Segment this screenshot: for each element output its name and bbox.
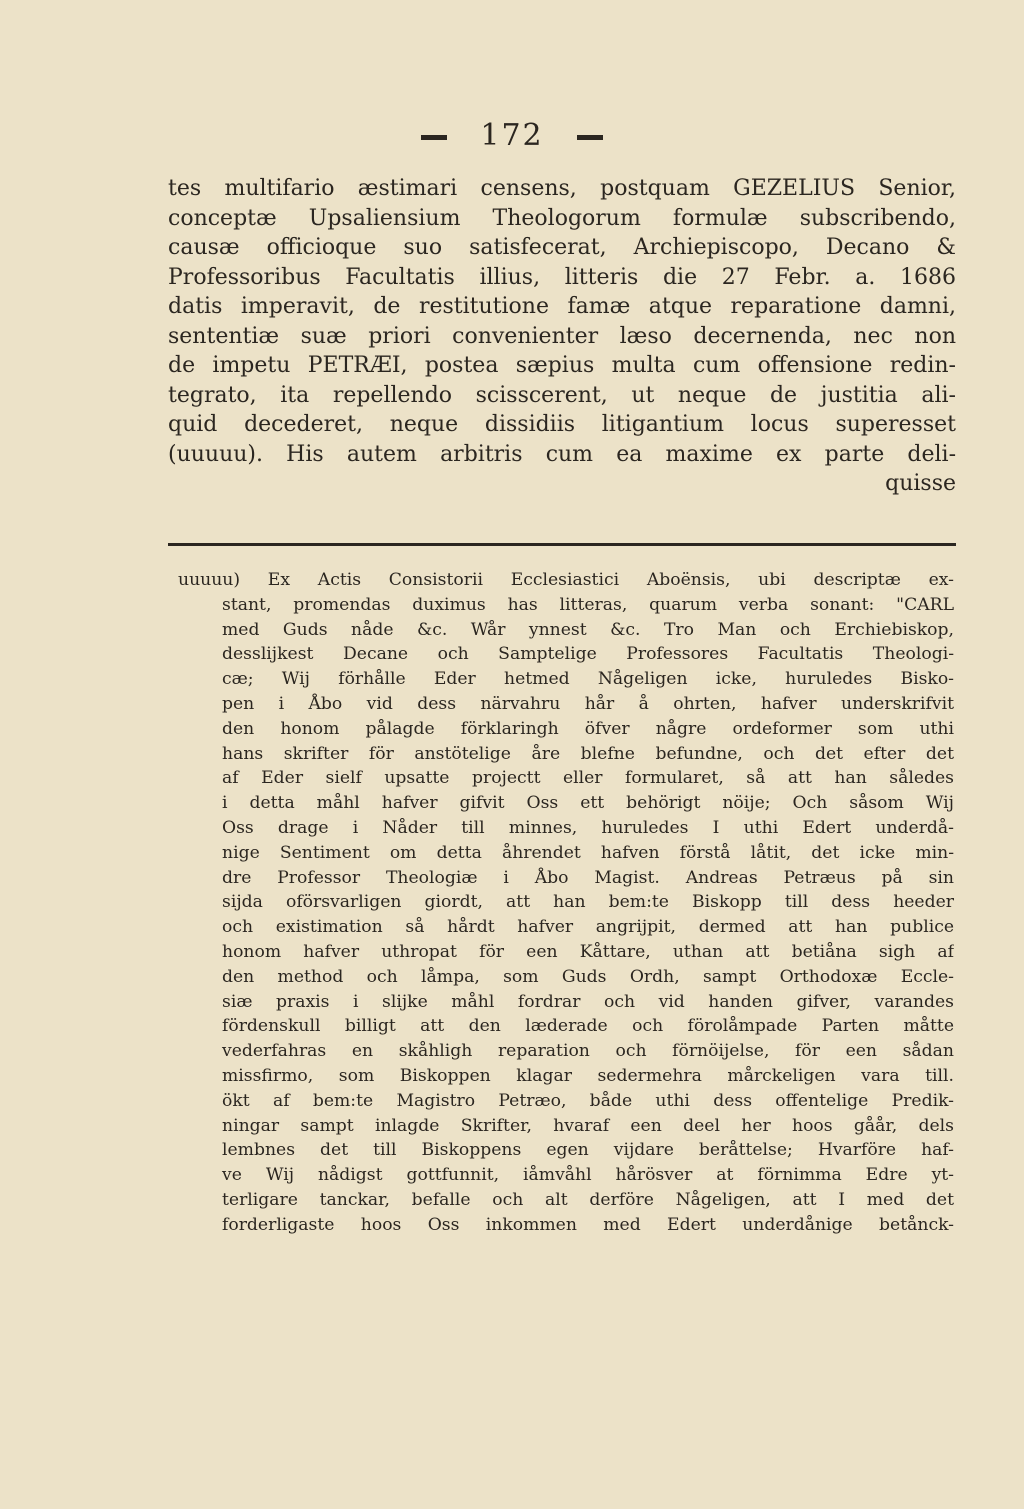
text-line: de impetu PETRÆI, postea sæpius multa cum offensione redin- — [168, 353, 956, 378]
text-line: tes multifario æstimari censens, postquam GEZELIUS Senior, — [168, 176, 956, 201]
text-line: (uuuuu). His autem arbitris cum ea maxime ex parte deli- — [168, 441, 956, 467]
text-line: quid decederet, neque dissidiis litigantium locus superesset — [168, 412, 956, 437]
text-line: datis imperavit, de restitutione famæ atque reparatione damni, — [168, 294, 956, 319]
footnote-line: Oss drage i Nåder till minnes, huruledes I uthi Edert underdå- — [222, 817, 954, 838]
footnote-line: missfirmo, som Biskoppen klagar sedermehra mårckeligen vara till. — [222, 1065, 954, 1086]
footnote-line: ve Wij nådigst gottfunnit, iåmvåhl hårösver at förnimma Edre yt- — [222, 1165, 954, 1186]
footnote-line: stant, promendas duximus has litteras, quarum verba sonant: "CARL — [222, 594, 954, 615]
footnote-line: uuuuu) Ex Actis Consistorii Ecclesiastici Aboënsis, ubi descriptæ ex- — [178, 570, 954, 590]
footnote-line: cæ; Wij förhålle Eder hetmed Någeligen icke, huruledes Bisko- — [222, 669, 954, 690]
footnote-line: ningar sampt inlagde Skrifter, hvaraf een deel her hoos gåår, dels — [222, 1115, 954, 1136]
footnote-line: nige Sentiment om detta åhrendet hafven förstå låtit, det icke min- — [222, 842, 954, 863]
page-number: 172 — [480, 118, 544, 153]
footnote-line: terligare tanckar, befalle och alt derföre Någeligen, att I med det — [222, 1189, 954, 1210]
footnote-line: den honom pålagde förklaringh öfver någre ordeformer som uthi — [222, 718, 954, 739]
page-header — [0, 118, 1024, 153]
footnote-line: ökt af bem:te Magistro Petræo, både uthi dess offentelige Predik- — [222, 1090, 954, 1111]
text-line: conceptæ Upsaliensium Theologorum formulæ subscribendo, — [168, 205, 956, 231]
text-line: sententiæ suæ priori convenienter læso decernenda, nec non — [168, 323, 956, 349]
header-dash-left — [421, 135, 447, 140]
footnote-line: honom hafver uthropat för een Kåttare, uthan att betiåna sigh af — [222, 941, 954, 962]
main-text — [168, 174, 956, 499]
footnote-line: vederfahras en skåhligh reparation och förnöijelse, för een sådan — [222, 1041, 954, 1062]
footnote-line: af Eder sielf upsatte projectt eller formularet, så att han således — [222, 768, 954, 789]
footnote-line: dre Professor Theologiæ i Åbo Magist. Andreas Petræus på sin — [222, 867, 954, 888]
footnote-line: siæ praxis i slijke måhl fordrar och vid handen gifver, varandes — [222, 991, 954, 1012]
footnote-line: hans skrifter för anstötelige åre blefne befundne, och det efter det — [222, 743, 954, 764]
text-line: tegrato, ita repellendo scisscerent, ut neque de justitia ali- — [168, 382, 956, 408]
text-line: Professoribus Facultatis illius, litteris die 27 Febr. a. 1686 — [168, 264, 956, 290]
text-line: causæ officioque suo satisfecerat, Archiepiscopo, Decano & — [168, 235, 956, 260]
catchword: quisse — [885, 471, 956, 496]
footnote — [178, 568, 954, 1238]
footnote-line: den method och låmpa, som Guds Ordh, sampt Orthodoxæ Eccle- — [222, 966, 954, 987]
header-dash-right — [577, 135, 603, 140]
footnote-line: lembnes det till Biskoppens egen vijdare beråttelse; Hvarföre haf- — [222, 1140, 954, 1161]
footnote-line: pen i Åbo vid dess närvahru hår å ohrten, hafver underskrifvit — [222, 693, 954, 714]
footnote-line: desslijkest Decane och Samptelige Professores Facultatis Theologi- — [222, 644, 954, 665]
footnote-line: forderligaste hoos Oss inkommen med Edert underdånige betånck- — [222, 1214, 954, 1235]
footnote-line: i detta måhl hafver gifvit Oss ett behörigt nöije; Och såsom Wij — [222, 793, 954, 814]
footnote-line: och existimation så hårdt hafver angrijpit, dermed att han publice — [222, 917, 954, 938]
footnote-divider — [168, 543, 956, 546]
footnote-line: med Guds nåde &c. Wår ynnest &c. Tro Man och Erchiebiskop, — [222, 619, 954, 640]
footnote-line: sijda oförsvarligen giordt, att han bem:te Biskopp till dess heeder — [222, 892, 954, 913]
footnote-line: fördenskull billigt att den læderade och förolåmpade Parten måtte — [222, 1016, 954, 1037]
